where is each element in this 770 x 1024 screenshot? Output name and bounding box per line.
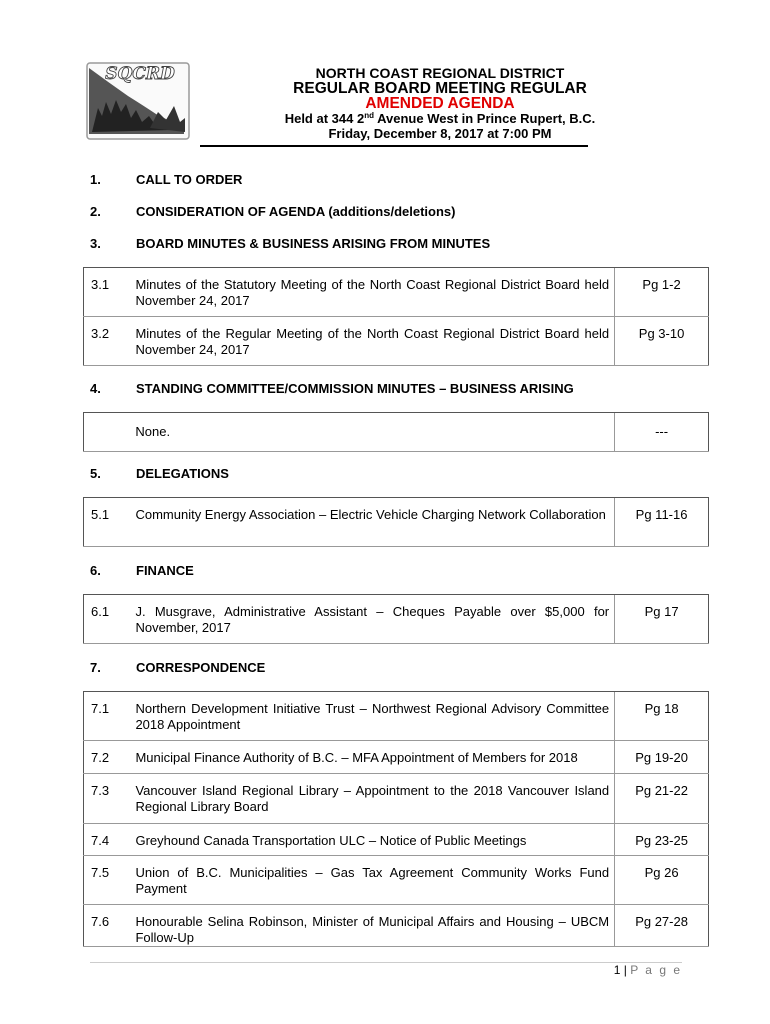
agenda-table: [83, 594, 709, 644]
page-label: P a g e: [630, 963, 682, 977]
item-page: Pg 17: [615, 595, 709, 644]
item-number: 3.2: [84, 317, 129, 366]
item-page: Pg 3-10: [615, 317, 709, 366]
organization-name: NORTH COAST REGIONAL DISTRICT: [315, 65, 565, 81]
meeting-location: Held at 344 2nd Avenue West in Prince Rupert, B.C.: [284, 111, 596, 126]
table-row: [84, 856, 709, 905]
table-row: [84, 774, 709, 824]
item-description: Minutes of the Regular Meeting of the North Coast Regional District Board held November 24, 2017: [128, 317, 614, 366]
table-row: [84, 317, 709, 366]
section-heading: 4. STANDING COMMITTEE/COMMISSION MINUTES – BUSINESS ARISING: [90, 381, 574, 396]
table-row: [84, 692, 709, 741]
table-row: [84, 824, 709, 856]
svg-text:SQCRD: SQCRD: [105, 64, 175, 84]
item-number: 5.1: [84, 498, 129, 547]
item-description: Northern Development Initiative Trust – Northwest Regional Advisory Committee 2018 Appointment: [128, 692, 614, 741]
meeting-title: REGULAR BOARD MEETING REGULAR: [293, 80, 587, 97]
item-description: Honourable Selina Robinson, Minister of Municipal Affairs and Housing – UBCM Follow-Up: [128, 905, 614, 947]
section-heading: 1. CALL TO ORDER: [90, 172, 243, 187]
item-description: Union of B.C. Municipalities – Gas Tax Agreement Community Works Fund Payment: [128, 856, 614, 905]
agenda-table: [83, 267, 709, 366]
item-number: 7.3: [84, 774, 129, 824]
section-heading: 6. FINANCE: [90, 563, 194, 578]
item-number: 3.1: [84, 268, 129, 317]
item-page: Pg 19-20: [615, 741, 709, 774]
agenda-table: [83, 691, 709, 947]
item-description: Community Energy Association – Electric Vehicle Charging Network Collaboration: [128, 498, 614, 547]
item-number: 6.1: [84, 595, 129, 644]
item-description: Greyhound Canada Transportation ULC – Notice of Public Meetings: [128, 824, 614, 856]
page-footer: 1 | P a g e: [613, 963, 682, 977]
section-heading: 3. BOARD MINUTES & BUSINESS ARISING FROM MINUTES: [90, 236, 491, 251]
item-description: Minutes of the Statutory Meeting of the North Coast Regional District Board held November 24, 2017: [128, 268, 614, 317]
item-description: Municipal Finance Authority of B.C. – MFA Appointment of Members for 2018: [128, 741, 614, 774]
table-row: [84, 268, 709, 317]
table-row: [84, 741, 709, 774]
section-heading: 7. CORRESPONDENCE: [90, 660, 266, 675]
section-heading: 2. CONSIDERATION OF AGENDA (additions/deletions): [90, 204, 456, 219]
item-number: 7.4: [84, 824, 129, 856]
item-number: 7.1: [84, 692, 129, 741]
header-rule: [200, 145, 588, 147]
footer-rule: [90, 962, 682, 963]
table-row: [84, 905, 709, 947]
item-page: Pg 11-16: [615, 498, 709, 547]
meeting-date: Friday, December 8, 2017 at 7:00 PM: [328, 126, 552, 141]
item-page: Pg 26: [615, 856, 709, 905]
item-description: None.: [128, 413, 614, 452]
amended-agenda-title: AMENDED AGENDA: [365, 95, 515, 112]
item-page: Pg 1-2: [615, 268, 709, 317]
item-description: Vancouver Island Regional Library – Appointment to the 2018 Vancouver Island Regional Library Board: [128, 774, 614, 824]
item-page: Pg 23-25: [615, 824, 709, 856]
item-number: [84, 413, 129, 452]
agenda-table: [83, 497, 709, 547]
section-heading: 5. DELEGATIONS: [90, 466, 229, 481]
sqcrd-logo: [86, 62, 190, 140]
item-number: 7.5: [84, 856, 129, 905]
item-page: Pg 21-22: [615, 774, 709, 824]
item-page: Pg 18: [615, 692, 709, 741]
item-number: 7.6: [84, 905, 129, 947]
item-page: Pg 27-28: [615, 905, 709, 947]
item-number: 7.2: [84, 741, 129, 774]
table-row: [84, 498, 709, 547]
item-page: ---: [615, 413, 709, 452]
page-number: 1: [613, 963, 621, 977]
agenda-table: [83, 412, 709, 452]
item-description: J. Musgrave, Administrative Assistant – Cheques Payable over $5,000 for November, 2017: [128, 595, 614, 644]
table-row: [84, 413, 709, 452]
table-row: [84, 595, 709, 644]
